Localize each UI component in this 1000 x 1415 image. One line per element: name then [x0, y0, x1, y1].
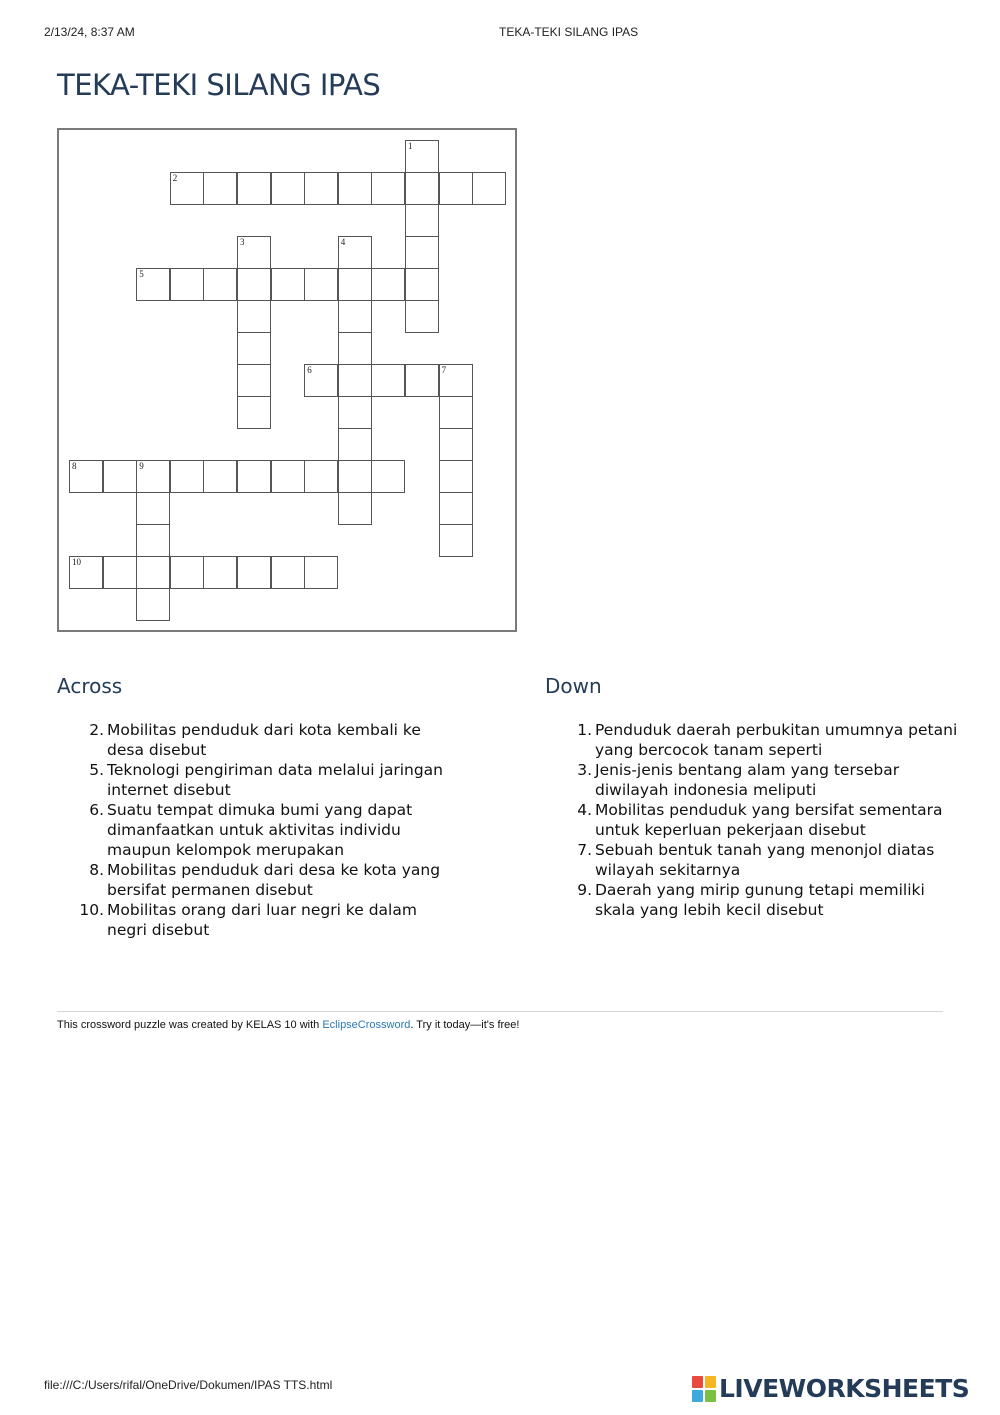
liveworksheets-logo — [692, 1375, 969, 1403]
clue-number: 8. — [89, 861, 104, 879]
clue-number: 8 — [72, 461, 77, 471]
clue-text: Daerah yang mirip gunung tetapi memiliki skala yang lebih kecil disebut — [595, 881, 925, 919]
file-path: file:///C:/Users/rifal/OneDrive/Dokumen/IPAS TTS.html — [44, 1378, 333, 1392]
crossword-cell[interactable] — [338, 172, 372, 205]
crossword-cell[interactable] — [136, 556, 170, 589]
crossword-cell[interactable] — [271, 268, 305, 301]
crossword-cell[interactable] — [439, 172, 473, 205]
crossword-cell[interactable] — [439, 396, 473, 429]
across-clue-list — [57, 720, 457, 940]
clue-number: 5. — [89, 761, 104, 779]
clue-text: Mobilitas penduduk dari desa ke kota yang bersifat permanen disebut — [107, 861, 441, 899]
crossword-cell[interactable] — [69, 556, 103, 589]
crossword-cell[interactable] — [371, 172, 405, 205]
clue-number: 2. — [89, 721, 104, 739]
clue-number: 1. — [577, 721, 592, 739]
down-clue — [545, 720, 965, 760]
across-clue — [57, 760, 457, 800]
clue-number: 7 — [441, 365, 447, 375]
crossword-cell[interactable] — [439, 364, 473, 397]
across-heading: Across — [57, 674, 123, 698]
crossword-cell[interactable] — [136, 588, 170, 621]
down-clue-list — [545, 720, 965, 920]
clue-number: 6 — [307, 365, 312, 375]
crossword-cell[interactable] — [338, 492, 372, 525]
crossword-cell[interactable] — [203, 172, 237, 205]
crossword-cell[interactable] — [304, 364, 338, 397]
clue-number: 4. — [577, 801, 592, 819]
crossword-cell[interactable] — [237, 364, 271, 397]
crossword-cell[interactable] — [170, 556, 204, 589]
logo-block-1 — [692, 1376, 703, 1388]
clue-number: 9 — [139, 461, 144, 471]
clue-text: Sebuah bentuk tanah yang menonjol diatas wilayah sekitarnya — [595, 841, 935, 879]
crossword-cell[interactable] — [304, 460, 338, 493]
crossword-cell[interactable] — [371, 364, 405, 397]
clue-number: 5 — [139, 269, 144, 279]
clue-number: 3 — [240, 237, 245, 247]
print-date: 2/13/24, 8:37 AM — [44, 25, 135, 39]
crossword-cell[interactable] — [405, 364, 439, 397]
crossword-cell[interactable] — [103, 460, 137, 493]
crossword-cell[interactable] — [271, 460, 305, 493]
crossword-cell[interactable] — [338, 460, 372, 493]
across-clue — [57, 800, 457, 860]
crossword-cell[interactable] — [338, 236, 372, 269]
clue-text: Suatu tempat dimuka bumi yang dapat dimanfaatkan untuk aktivitas individu maupun kelompok merupakan — [107, 801, 413, 859]
down-clue — [545, 840, 965, 880]
down-clue — [545, 800, 965, 840]
crossword-cell[interactable] — [405, 300, 439, 333]
crossword-cell[interactable] — [338, 428, 372, 461]
footer-credit — [57, 1019, 519, 1031]
clue-text: Mobilitas orang dari luar negri ke dalam negri disebut — [107, 901, 417, 939]
crossword-cell[interactable] — [237, 332, 271, 365]
crossword-cell[interactable] — [371, 460, 405, 493]
crossword-cell[interactable] — [203, 268, 237, 301]
crossword-cell[interactable] — [405, 172, 439, 205]
crossword-cell[interactable] — [439, 492, 473, 525]
crossword-cell[interactable] — [338, 300, 372, 333]
print-header-title: TEKA-TEKI SILANG IPAS — [499, 25, 639, 39]
crossword-cell[interactable] — [304, 172, 338, 205]
crossword-cell[interactable] — [237, 556, 271, 589]
crossword-cell[interactable] — [405, 236, 439, 269]
crossword-cell[interactable] — [237, 172, 271, 205]
crossword-cell[interactable] — [472, 172, 506, 205]
crossword-cell[interactable] — [237, 268, 271, 301]
crossword-cell[interactable] — [136, 524, 170, 557]
liveworksheets-logo-icon — [692, 1376, 716, 1402]
crossword-cell[interactable] — [338, 268, 372, 301]
crossword-cell[interactable] — [69, 460, 103, 493]
footer-divider — [57, 1011, 943, 1012]
crossword-cell[interactable] — [136, 492, 170, 525]
clue-text: Mobilitas penduduk yang bersifat sementara untuk keperluan pekerjaan disebut — [595, 801, 943, 839]
crossword-cell[interactable] — [304, 556, 338, 589]
crossword-cells — [59, 130, 515, 630]
crossword-cell[interactable] — [170, 172, 204, 205]
crossword-cell[interactable] — [304, 268, 338, 301]
liveworksheets-logo-text: LIVEWORKSHEETS — [719, 1374, 970, 1403]
eclipsecrossword-link[interactable]: EclipseCrossword — [322, 1019, 411, 1031]
clue-text: Penduduk daerah perbukitan umumnya petani yang bercocok tanam seperti — [595, 721, 958, 759]
across-clue — [57, 900, 457, 940]
clue-number: 6. — [89, 801, 104, 819]
logo-block-2 — [705, 1376, 716, 1388]
clue-text: Teknologi pengiriman data melalui jaringan internet disebut — [107, 761, 443, 799]
crossword-cell[interactable] — [237, 460, 271, 493]
down-clue — [545, 760, 965, 800]
crossword-cell[interactable] — [203, 556, 237, 589]
crossword-cell[interactable] — [170, 460, 204, 493]
crossword-cell[interactable] — [271, 556, 305, 589]
clue-number: 2 — [172, 173, 178, 183]
crossword-cell[interactable] — [371, 268, 405, 301]
clue-number: 1 — [408, 141, 413, 151]
crossword-cell[interactable] — [271, 172, 305, 205]
crossword-cell[interactable] — [170, 268, 204, 301]
clue-number: 4 — [340, 237, 346, 247]
clue-number: 10 — [72, 557, 81, 567]
crossword-cell[interactable] — [136, 268, 170, 301]
page-title: TEKA-TEKI SILANG IPAS — [57, 68, 381, 102]
logo-block-4 — [705, 1390, 716, 1402]
crossword-cell[interactable] — [439, 460, 473, 493]
crossword-cell[interactable] — [338, 364, 372, 397]
across-clue — [57, 720, 457, 760]
footer-suffix: . Try it today—it's free! — [410, 1019, 520, 1031]
down-heading: Down — [545, 674, 602, 698]
clue-text: Jenis-jenis bentang alam yang tersebar diwilayah indonesia meliputi — [595, 761, 900, 799]
crossword-cell[interactable] — [338, 332, 372, 365]
clue-number: 10. — [79, 901, 104, 919]
clue-number: 7. — [577, 841, 592, 859]
crossword-cell[interactable] — [405, 204, 439, 237]
crossword-cell[interactable] — [237, 300, 271, 333]
logo-block-3 — [692, 1390, 703, 1402]
crossword-grid — [57, 128, 517, 632]
crossword-cell[interactable] — [237, 396, 271, 429]
crossword-cell[interactable] — [439, 524, 473, 557]
crossword-cell[interactable] — [405, 268, 439, 301]
crossword-cell[interactable] — [203, 460, 237, 493]
footer-prefix: This crossword puzzle was created by KELAS 10 with — [57, 1019, 323, 1031]
crossword-cell[interactable] — [439, 428, 473, 461]
across-clue — [57, 860, 457, 900]
crossword-cell[interactable] — [405, 140, 439, 173]
crossword-cell[interactable] — [237, 236, 271, 269]
down-clue — [545, 880, 965, 920]
clue-number: 9. — [577, 881, 592, 899]
crossword-cell[interactable] — [103, 556, 137, 589]
crossword-cell[interactable] — [338, 396, 372, 429]
crossword-cell[interactable] — [136, 460, 170, 493]
clue-text: Mobilitas penduduk dari kota kembali ke desa disebut — [107, 721, 421, 759]
clue-number: 3. — [577, 761, 592, 779]
